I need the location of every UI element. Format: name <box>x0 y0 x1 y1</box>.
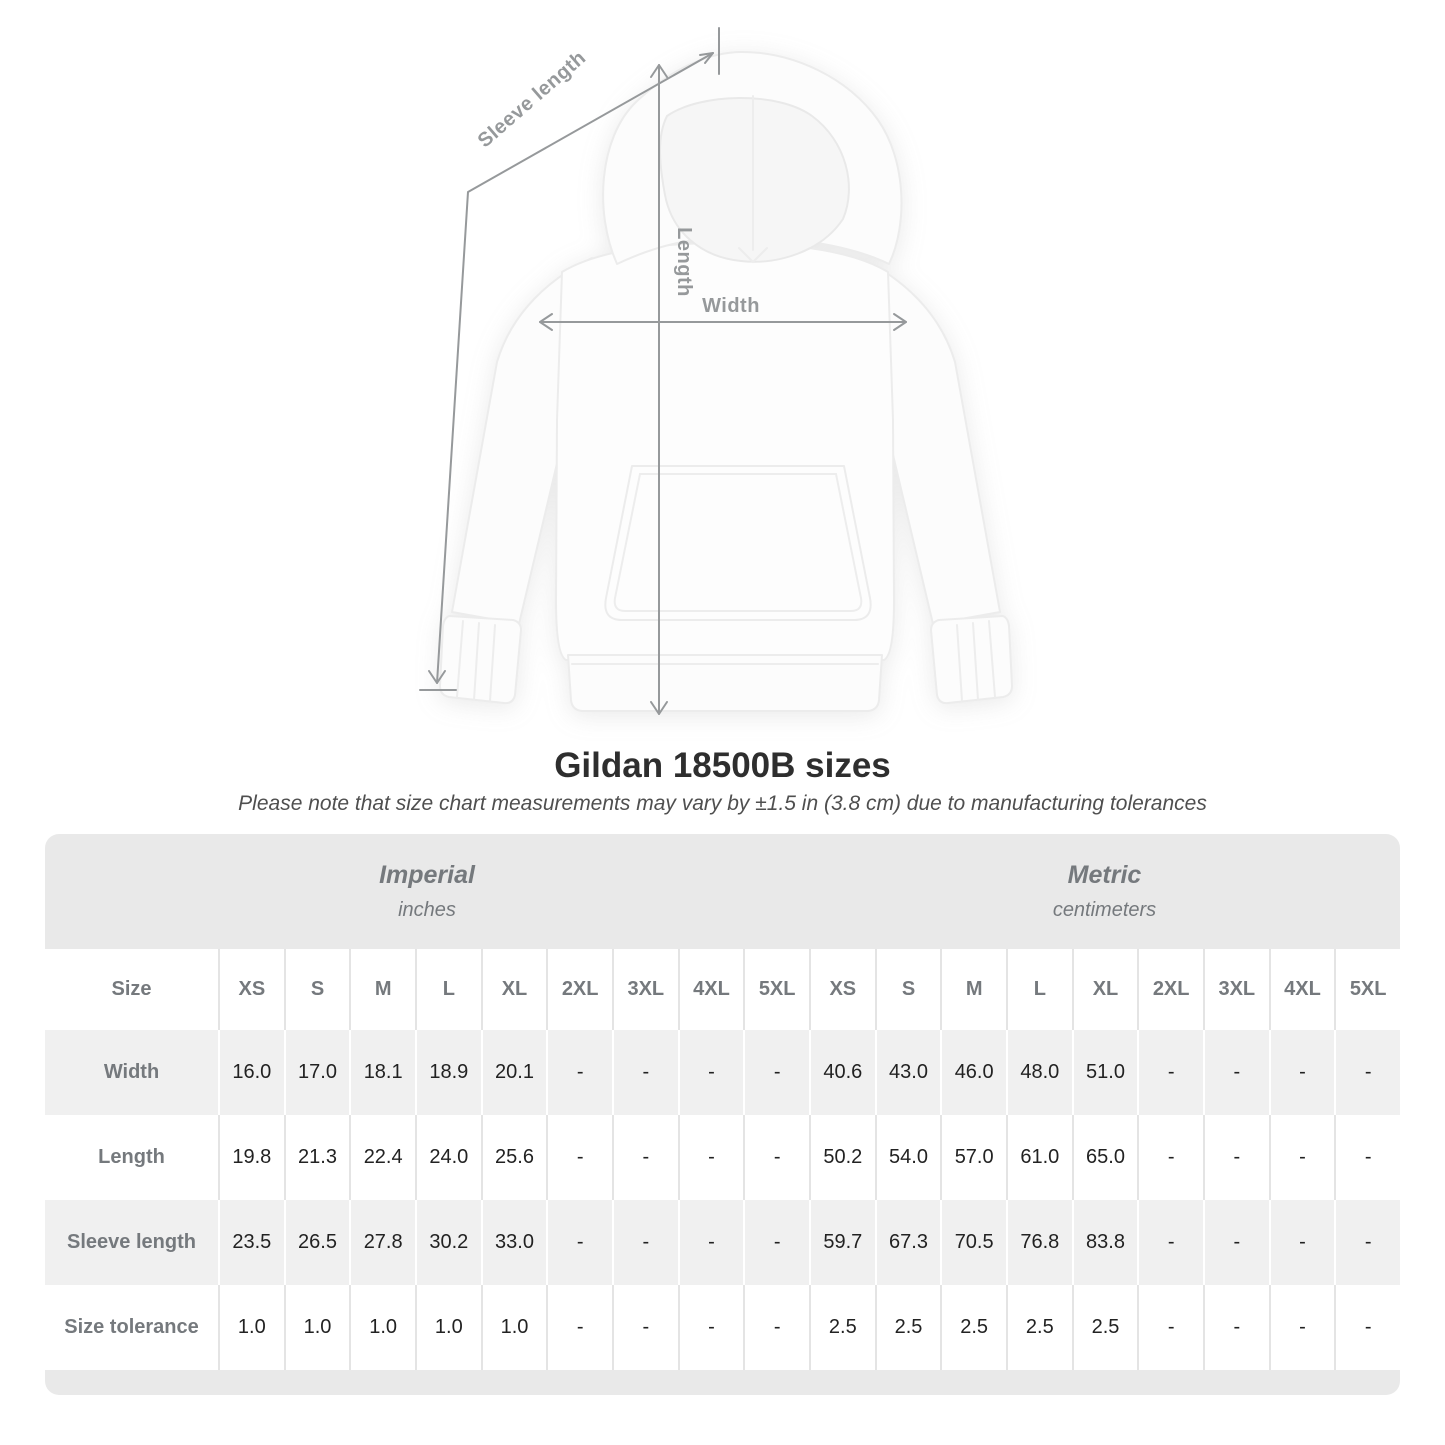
value-cell: 48.0 <box>1006 1030 1072 1115</box>
size-table-grid <box>45 949 1400 1370</box>
value-cell: 25.6 <box>481 1115 547 1200</box>
value-cell: 40.6 <box>809 1030 875 1115</box>
value-cell: - <box>612 1200 678 1285</box>
imperial-size-header: S <box>284 949 350 1030</box>
table-row <box>45 1200 1400 1285</box>
imperial-size-header: 2XL <box>546 949 612 1030</box>
value-cell: - <box>1203 1115 1269 1200</box>
value-cell: - <box>1269 1200 1335 1285</box>
metric-unit: centimeters <box>1052 899 1157 921</box>
value-cell: - <box>546 1030 612 1115</box>
metric-title: Metric <box>1067 861 1142 889</box>
row-label: Width <box>103 1061 160 1083</box>
value-cell: 21.3 <box>284 1115 350 1200</box>
value-cell: - <box>612 1115 678 1200</box>
width-label: Width <box>702 295 760 317</box>
value-cell: - <box>1203 1285 1269 1370</box>
metric-size-header: XS <box>809 949 875 1030</box>
value-cell: - <box>1269 1030 1335 1115</box>
imperial-size-header: L <box>415 949 481 1030</box>
value-cell: - <box>1334 1115 1400 1200</box>
hoodie-pocket <box>605 466 870 620</box>
imperial-size-header: XS <box>218 949 284 1030</box>
value-cell: - <box>546 1200 612 1285</box>
length-label: Length <box>673 227 695 297</box>
value-cell: 26.5 <box>284 1200 350 1285</box>
table-footer-band <box>45 1370 1400 1395</box>
size-table <box>45 834 1400 1395</box>
value-cell: 20.1 <box>481 1030 547 1115</box>
row-label: Size tolerance <box>64 1316 199 1338</box>
value-cell: - <box>1334 1030 1400 1115</box>
value-cell: 76.8 <box>1006 1200 1072 1285</box>
value-cell: - <box>743 1115 809 1200</box>
metric-size-header: XL <box>1072 949 1138 1030</box>
table-header-row <box>45 949 1400 1030</box>
value-cell: 54.0 <box>875 1115 941 1200</box>
value-cell: 18.9 <box>415 1030 481 1115</box>
value-cell: - <box>546 1285 612 1370</box>
tolerance-note: Please note that size chart measurements may vary by ±1.5 in (3.8 cm) due to manufacturing tolerances <box>238 792 1207 815</box>
value-cell: - <box>1137 1030 1203 1115</box>
value-cell: 83.8 <box>1072 1200 1138 1285</box>
unit-header-band <box>45 834 1400 949</box>
value-cell: - <box>546 1115 612 1200</box>
row-label: Length <box>98 1146 165 1168</box>
value-cell: - <box>743 1200 809 1285</box>
value-cell: 59.7 <box>809 1200 875 1285</box>
imperial-header <box>45 834 809 949</box>
value-cell: 57.0 <box>940 1115 1006 1200</box>
imperial-size-header: 4XL <box>678 949 744 1030</box>
value-cell: 30.2 <box>415 1200 481 1285</box>
size-column-header: Size <box>111 978 152 1000</box>
value-cell: 2.5 <box>809 1285 875 1370</box>
value-cell: 17.0 <box>284 1030 350 1115</box>
value-cell: - <box>1137 1200 1203 1285</box>
metric-size-header: 4XL <box>1269 949 1335 1030</box>
value-cell: - <box>678 1115 744 1200</box>
value-cell: 1.0 <box>415 1285 481 1370</box>
value-cell: - <box>743 1285 809 1370</box>
value-cell: - <box>678 1285 744 1370</box>
metric-size-header: 3XL <box>1203 949 1269 1030</box>
metric-size-header: L <box>1006 949 1072 1030</box>
value-cell: 1.0 <box>481 1285 547 1370</box>
value-cell: - <box>1203 1200 1269 1285</box>
value-cell: 24.0 <box>415 1115 481 1200</box>
imperial-unit: inches <box>398 899 456 921</box>
value-cell: 1.0 <box>284 1285 350 1370</box>
value-cell: 70.5 <box>940 1200 1006 1285</box>
value-cell: - <box>1203 1030 1269 1115</box>
value-cell: - <box>1269 1115 1335 1200</box>
metric-size-header: 2XL <box>1137 949 1203 1030</box>
value-cell: 18.1 <box>349 1030 415 1115</box>
value-cell: 2.5 <box>1072 1285 1138 1370</box>
value-cell: - <box>678 1030 744 1115</box>
row-label: Sleeve length <box>67 1231 196 1253</box>
value-cell: - <box>743 1030 809 1115</box>
hoodie-illustration <box>440 52 1012 711</box>
value-cell: 2.5 <box>940 1285 1006 1370</box>
value-cell: - <box>612 1030 678 1115</box>
value-cell: 46.0 <box>940 1030 1006 1115</box>
value-cell: 23.5 <box>218 1200 284 1285</box>
value-cell: 22.4 <box>349 1115 415 1200</box>
sleeve-length-label: Sleeve length <box>473 46 591 153</box>
value-cell: - <box>612 1285 678 1370</box>
metric-size-header: 5XL <box>1334 949 1400 1030</box>
value-cell: 67.3 <box>875 1200 941 1285</box>
value-cell: 50.2 <box>809 1115 875 1200</box>
value-cell: 51.0 <box>1072 1030 1138 1115</box>
table-row <box>45 1285 1400 1370</box>
value-cell: - <box>1334 1285 1400 1370</box>
value-cell: 27.8 <box>349 1200 415 1285</box>
imperial-size-header: 3XL <box>612 949 678 1030</box>
value-cell: - <box>1137 1115 1203 1200</box>
imperial-title: Imperial <box>379 861 475 889</box>
value-cell: 2.5 <box>1006 1285 1072 1370</box>
imperial-size-header: M <box>349 949 415 1030</box>
value-cell: 19.8 <box>218 1115 284 1200</box>
value-cell: - <box>1269 1285 1335 1370</box>
value-cell: 1.0 <box>218 1285 284 1370</box>
value-cell: 16.0 <box>218 1030 284 1115</box>
table-row <box>45 1030 1400 1115</box>
value-cell: 1.0 <box>349 1285 415 1370</box>
metric-size-header: S <box>875 949 941 1030</box>
imperial-size-header: 5XL <box>743 949 809 1030</box>
value-cell: - <box>678 1200 744 1285</box>
value-cell: - <box>1137 1285 1203 1370</box>
metric-header <box>809 834 1400 949</box>
value-cell: 43.0 <box>875 1030 941 1115</box>
table-row <box>45 1115 1400 1200</box>
value-cell: 65.0 <box>1072 1115 1138 1200</box>
value-cell: 61.0 <box>1006 1115 1072 1200</box>
page-title: Gildan 18500B sizes <box>554 746 891 785</box>
value-cell: 33.0 <box>481 1200 547 1285</box>
value-cell: 2.5 <box>875 1285 941 1370</box>
value-cell: - <box>1334 1200 1400 1285</box>
metric-size-header: M <box>940 949 1006 1030</box>
imperial-size-header: XL <box>481 949 547 1030</box>
